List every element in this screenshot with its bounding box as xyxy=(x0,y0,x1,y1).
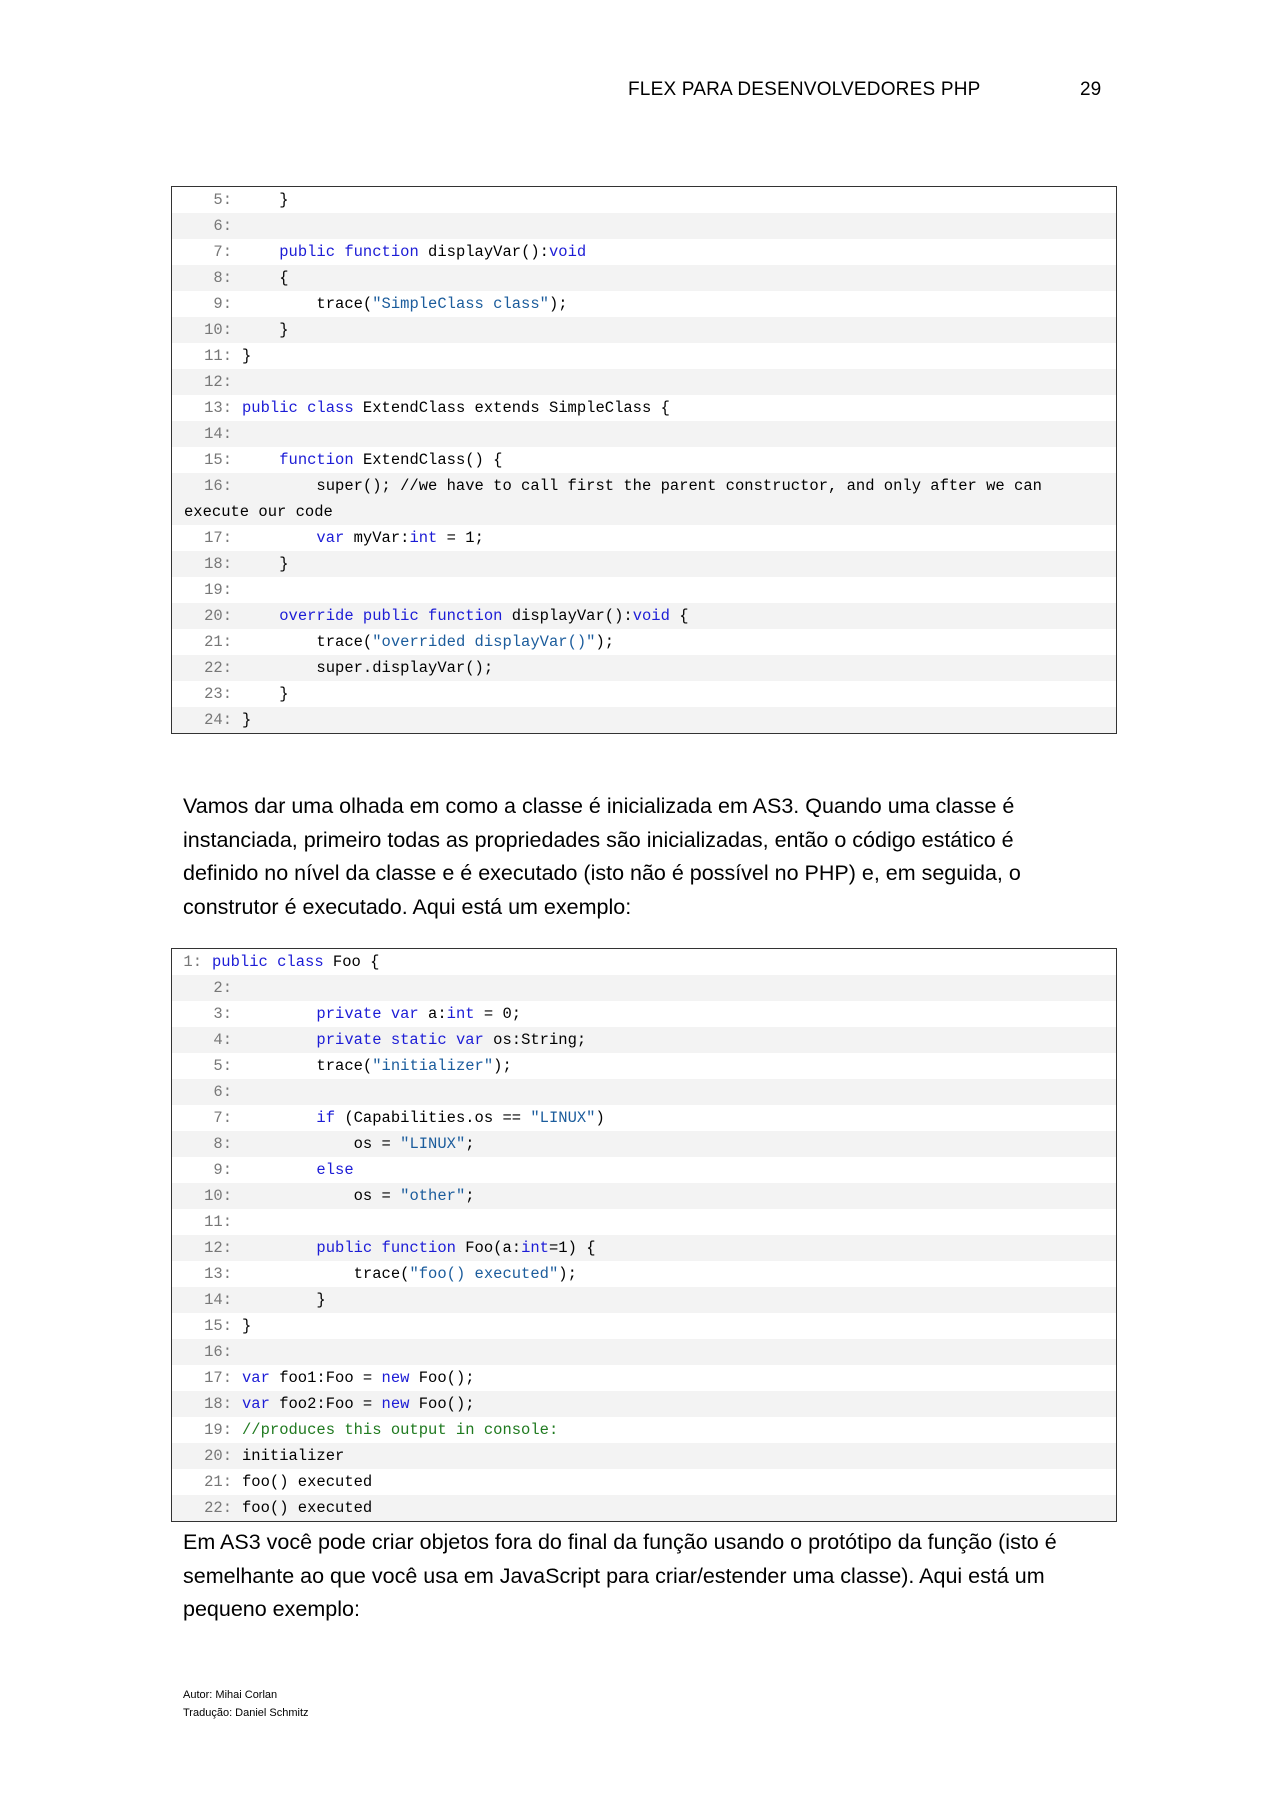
code-line: 14: } xyxy=(172,1287,1116,1313)
code-line: 12: xyxy=(172,369,1116,395)
code-line: 7: public function displayVar():void xyxy=(213,243,587,261)
code-line: 22: foo() executed xyxy=(172,1495,1116,1521)
code-line: 13: public class ExtendClass extends SimpleClass { xyxy=(204,399,670,417)
code-line: 21: trace("overrided displayVar()"); xyxy=(204,633,615,651)
code-line: 12: public function Foo(a:int=1) { xyxy=(172,1235,1116,1261)
code-line: 17: var myVar:int = 1; xyxy=(204,529,484,547)
code-line: 19: //produces this output in console: xyxy=(204,1421,559,1439)
code-line: 11: } xyxy=(204,347,252,365)
code-line: 1: public class Foo { xyxy=(183,953,380,971)
code-line: 16: super(); //we have to call first the parent constructor, and only after we can xyxy=(172,473,1116,499)
code-line: 14: xyxy=(172,421,1116,447)
code-line: 5: } xyxy=(213,191,289,209)
code-line: 6: xyxy=(172,213,1116,239)
code-line: 2: xyxy=(172,975,1116,1001)
paragraph-class-initialization: Vamos dar uma olhada em como a classe é inicializada em AS3. Quando uma classe é instanciada, primeiro todas as propriedades são inicializadas, então o código estático é definido no nível da classe e é executado (isto não é possível no PHP) e, em seguida, o construtor é executado. Aqui está um exemplo: xyxy=(183,794,1021,919)
code-line: 8: os = "LINUX"; xyxy=(172,1131,1116,1157)
code-line: 7: if (Capabilities.os == "LINUX") xyxy=(213,1109,605,1127)
code-line: 13: trace("foo() executed"); xyxy=(204,1265,577,1283)
code-block-extend-class xyxy=(171,186,1117,734)
code-line: 9: else xyxy=(213,1161,354,1179)
code-line: 15: function ExtendClass() { xyxy=(204,451,503,469)
code-line: 20: initializer xyxy=(172,1443,1116,1469)
code-line: 19: xyxy=(204,581,232,599)
code-line: 8: { xyxy=(172,265,1116,291)
code-line: 22: super.displayVar(); xyxy=(172,655,1116,681)
code-line: 11: xyxy=(204,1213,232,1231)
running-header-title: FLEX PARA DESENVOLVEDORES PHP xyxy=(628,79,981,100)
code-line: 15: } xyxy=(204,1317,252,1335)
code-line: 18: var foo2:Foo = new Foo(); xyxy=(172,1391,1116,1417)
code-line: 3: private var a:int = 0; xyxy=(213,1005,522,1023)
code-line: 16: xyxy=(172,1339,1116,1365)
code-line: 10: os = "other"; xyxy=(172,1183,1116,1209)
footer-author: Autor: Mihai Corlan xyxy=(183,1689,278,1701)
code-line: 24: } xyxy=(172,707,1116,733)
page-number: 29 xyxy=(1080,79,1102,100)
code-line: 9: trace("SimpleClass class"); xyxy=(213,295,568,313)
code-line: 21: foo() executed xyxy=(204,1473,373,1491)
code-line-wrap: execute our code xyxy=(172,499,1116,525)
code-line: 17: var foo1:Foo = new Foo(); xyxy=(204,1369,475,1387)
code-line: 10: } xyxy=(172,317,1116,343)
code-line: 4: private static var os:String; xyxy=(172,1027,1116,1053)
footer-translator: Tradução: Daniel Schmitz xyxy=(183,1707,309,1719)
code-block-foo-class xyxy=(171,948,1117,1522)
code-line: 23: } xyxy=(204,685,289,703)
code-line: 20: override public function displayVar():void { xyxy=(172,603,1116,629)
code-line: 5: trace("initializer"); xyxy=(213,1057,512,1075)
code-line: 18: } xyxy=(172,551,1116,577)
code-line: 6: xyxy=(172,1079,1116,1105)
paragraph-prototype: Em AS3 você pode criar objetos fora do final da função usando o protótipo da função (isto é semelhante ao que você usa em JavaScript para criar/estender uma classe). Aqui está um pequeno exemplo: xyxy=(183,1530,1057,1621)
